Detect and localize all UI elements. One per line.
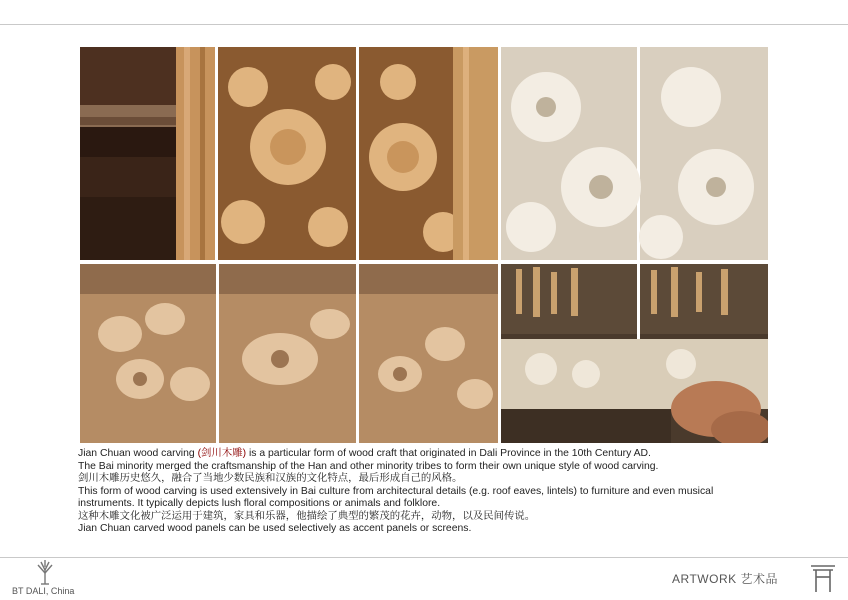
photo-carved-lattice-flowers	[218, 47, 498, 260]
gate-icon	[810, 563, 836, 593]
tree-logo-icon	[33, 559, 57, 585]
photo-wood-pillar-eave	[80, 47, 215, 260]
photo-white-relief-carving	[501, 47, 768, 260]
description-line-5: instruments. It typically depicts lush floral compositions or animals and folklore.	[78, 498, 441, 509]
description-line-3: 剑川木雕历史悠久，融合了当地少数民族和汉族的文化特点，最后形成自己的风格。	[78, 473, 463, 484]
section-title: ARTWORK 艺术品	[672, 572, 778, 586]
bottom-divider	[0, 557, 848, 558]
brand-label: BT DALI, China	[12, 586, 75, 596]
chinese-name-highlight: (剑川木雕)	[197, 448, 247, 459]
description-text	[78, 448, 778, 536]
top-divider	[0, 24, 848, 25]
description-line-7: Jian Chuan carved wood panels can be used selectively as accent panels or screens.	[78, 523, 472, 534]
description-line-4: This form of wood carving is used extensively in Bai culture from architectural details (e.g. roof eaves, lintels) to furniture and even musical	[78, 485, 714, 497]
photo-grid	[80, 47, 768, 443]
photo-carving-tools-hands	[501, 264, 768, 443]
photo-carving-birds-lotus	[80, 264, 498, 443]
description-line-6: 这种木雕文化被广泛运用于建筑，家具和乐器，他描绘了典型的繁茂的花卉，动物，以及民间传说。	[78, 510, 536, 522]
description-line-1: Jian Chuan wood carving (剑川木雕) is a particular form of wood craft that originated in Dali Province in the 10th Century AD.	[78, 448, 651, 459]
description-line-2: The Bai minority merged the craftsmanship of the Han and other minority tribes to form their own unique style of wood carving.	[78, 460, 659, 472]
